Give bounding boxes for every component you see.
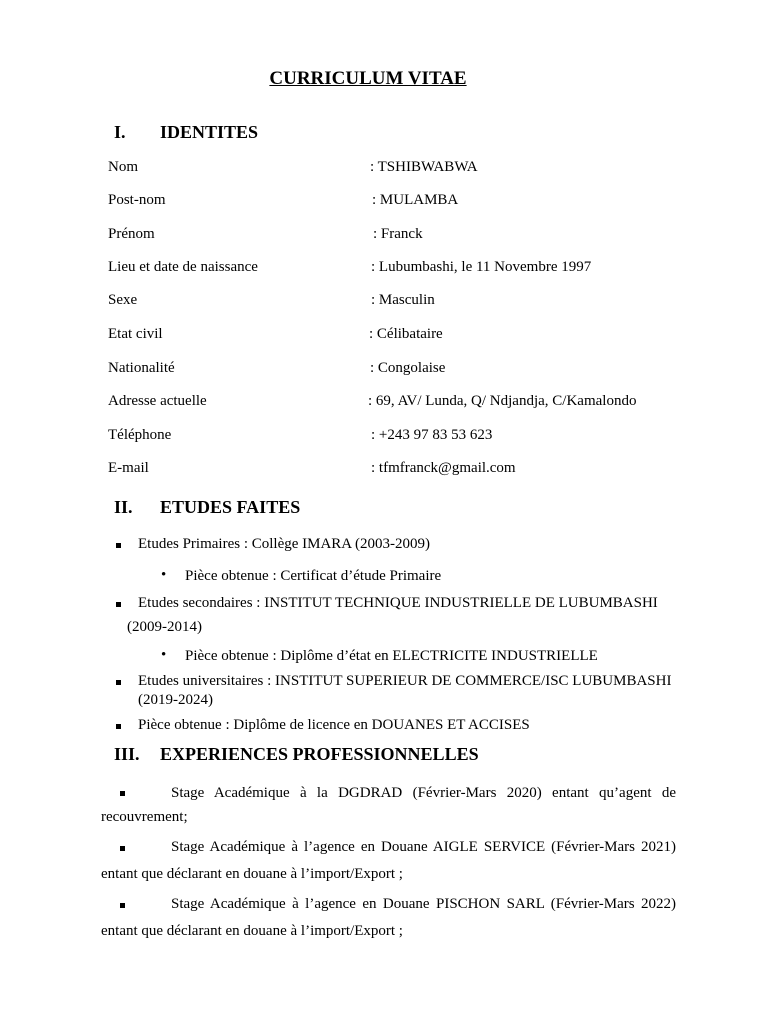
section-title: ETUDES FAITES (160, 497, 301, 517)
identity-label: E-mail (108, 460, 149, 476)
identity-label: Adresse actuelle (108, 393, 207, 409)
study-university-years: (2019-2024) (138, 692, 213, 708)
identity-row-etat-civil (108, 326, 728, 346)
study-primary-piece: Pièce obtenue : Certificat d’étude Primaire (185, 568, 442, 584)
square-bullet-icon (116, 602, 121, 607)
section-etudes-heading (114, 497, 300, 518)
identity-row-telephone (108, 427, 728, 447)
section-number: III. (114, 744, 140, 764)
identity-value: : MULAMBA (372, 192, 459, 208)
identity-label: Etat civil (108, 326, 163, 342)
section-number: I. (114, 122, 126, 142)
identity-value: : tfmfranck@gmail.com (371, 460, 516, 476)
identity-row-adresse (108, 393, 728, 413)
identity-value: : Congolaise (370, 360, 446, 376)
experience-item-continuation: entant que déclarant en douane à l’import/Export ; (101, 866, 403, 882)
experience-item-continuation: recouvrement; (101, 809, 188, 825)
section-title: EXPERIENCES PROFESSIONNELLES (160, 744, 479, 764)
identity-value: : Célibataire (369, 326, 443, 342)
study-secondary: Etudes secondaires : INSTITUT TECHNIQUE INDUSTRIELLE DE LUBUMBASHI (138, 595, 658, 611)
identity-value: : TSHIBWABWA (370, 159, 478, 175)
identity-label: Post-nom (108, 192, 166, 208)
document-title: CURRICULUM VITAE (269, 68, 467, 89)
identity-value: : +243 97 83 53 623 (371, 427, 493, 443)
identity-row-nationalite (108, 360, 728, 380)
identity-label: Prénom (108, 226, 155, 242)
identity-value: : Lubumbashi, le 11 Novembre 1997 (371, 259, 592, 275)
identity-row-email (108, 460, 728, 480)
study-secondary-piece: Pièce obtenue : Diplôme d’état en ELECTRICITE INDUSTRIELLE (185, 648, 598, 664)
study-university-piece: Pièce obtenue : Diplôme de licence en DOUANES ET ACCISES (138, 717, 530, 733)
square-bullet-icon (120, 791, 125, 796)
identity-label: Lieu et date de naissance (108, 259, 258, 275)
round-bullet-icon: • (161, 647, 167, 663)
identity-value: : Masculin (371, 292, 435, 308)
identity-label: Téléphone (108, 427, 172, 443)
identity-label: Nationalité (108, 360, 175, 376)
square-bullet-icon (116, 680, 121, 685)
square-bullet-icon (116, 543, 121, 548)
identity-row-sexe (108, 292, 728, 312)
study-university: Etudes universitaires : INSTITUT SUPERIEUR DE COMMERCE/ISC LUBUMBASHI (138, 673, 672, 689)
section-number: II. (114, 497, 133, 517)
experience-item-line: Stage Académique à l’agence en Douane AIGLE SERVICE (Février-Mars 2021) (171, 839, 676, 855)
identity-value: : 69, AV/ Lunda, Q/ Ndjandja, C/Kamalondo (368, 393, 637, 409)
identity-row-post-nom (108, 192, 728, 212)
identity-label: Sexe (108, 292, 138, 308)
identity-row-naissance (108, 259, 728, 279)
study-primary: Etudes Primaires : Collège IMARA (2003-2009) (138, 536, 431, 552)
identity-value: : Franck (373, 226, 423, 242)
study-secondary-years: (2009-2014) (127, 619, 202, 635)
identity-row-prenom (108, 226, 728, 246)
square-bullet-icon (120, 846, 125, 851)
section-title: IDENTITES (160, 122, 259, 142)
section-experiences-heading (114, 744, 479, 765)
section-identites-heading (114, 122, 258, 143)
round-bullet-icon: • (161, 567, 167, 583)
square-bullet-icon (116, 724, 121, 729)
identity-label: Nom (108, 159, 138, 175)
square-bullet-icon (120, 903, 125, 908)
experience-item-line: Stage Académique à la DGDRAD (Février-Mars 2020) entant qu’agent de (171, 785, 676, 801)
identity-row-nom (108, 159, 728, 179)
experience-item-continuation: entant que déclarant en douane à l’import/Export ; (101, 923, 403, 939)
experience-item-line: Stage Académique à l’agence en Douane PISCHON SARL (Février-Mars 2022) (171, 896, 676, 912)
